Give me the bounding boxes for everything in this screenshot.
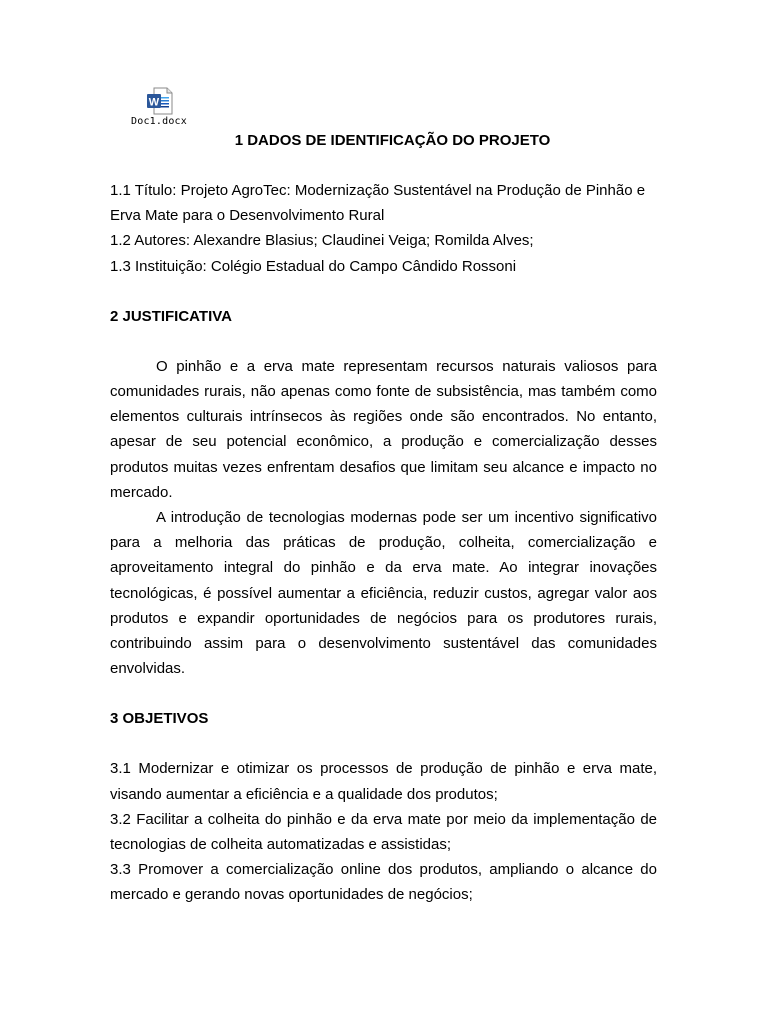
justificativa-paragraph: O pinhão e a erva mate representam recursos naturais valiosos para comunidades rurais, não apenas como fonte de subsistência, mas também como elementos culturais intrínsecos às regiões onde são encontrados. No entanto, apesar de seu potencial econômico, a produção e comercialização desses produtos muitas vezes enfrentam desafios que limitam seu alcance e impacto no mercado. (110, 357, 657, 501)
identification-authors-line: 1.2 Autores: Alexandre Blasius; Claudinei Veiga; Romilda Alves; (110, 232, 534, 250)
section-heading-justificativa: 2 JUSTIFICATIVA (110, 307, 232, 325)
word-document-icon (144, 86, 174, 116)
justificativa-paragraph: A introdução de tecnologias modernas pode ser um incentivo significativo para a melhoria das práticas de produção, colheita, comercialização e aproveitamento integral do pinhão e da erva mate. Ao integrar inovações tecnológicas, é possível aumentar a eficiência, reduzir custos, agregar valor aos produtos e expandir oportunidades de negócios para os produtores rurais, contribuindo assim para o desenvolvimento sustentável das comunidades envolvidas. (110, 509, 657, 678)
identification-block (110, 178, 657, 279)
identification-title-line: 1.1 Título: Projeto AgroTec: Modernização Sustentável na Produção de Pinhão e Erva Mate para o Desenvolvimento Rural (110, 182, 646, 225)
objetivo-item: 3.3 Promover a comercialização online dos produtos, ampliando o alcance do mercado e gerando novas oportunidades de negócios; (110, 861, 657, 904)
section-heading-objetivos: 3 OBJETIVOS (110, 710, 209, 728)
document-page (110, 128, 657, 908)
file-name: Doc1.docx (131, 116, 187, 127)
file-attachment[interactable] (128, 86, 190, 128)
objetivo-item: 3.2 Facilitar a colheita do pinhão e da erva mate por meio da implementação de tecnologias de colheita automatizadas e assistidas; (110, 810, 657, 854)
document-title: 1 DADOS DE IDENTIFICAÇÃO DO PROJETO (234, 132, 551, 149)
objetivos-list (110, 756, 657, 907)
justificativa-body (110, 354, 657, 682)
identification-institution-line: 1.3 Instituição: Colégio Estadual do Campo Cândido Rossoni (110, 257, 517, 275)
objetivo-item: 3.1 Modernizar e otimizar os processos de produção de pinhão e erva mate, visando aumentar a eficiência e a qualidade dos produtos; (110, 760, 657, 803)
svg-text:W: W (148, 96, 160, 109)
